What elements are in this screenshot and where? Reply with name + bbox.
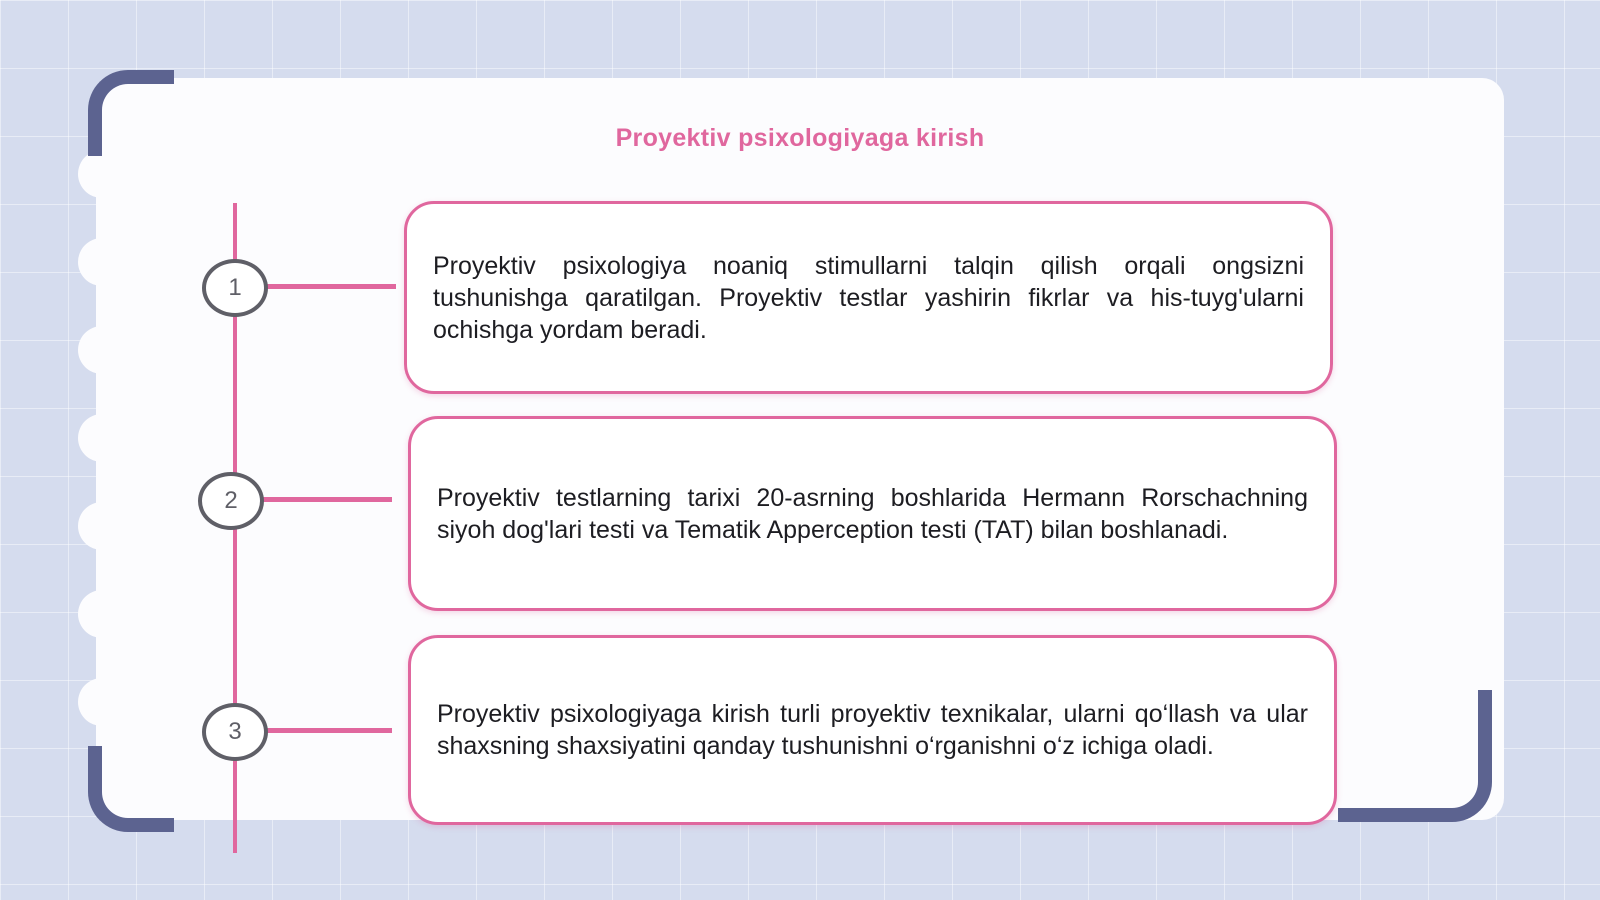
sheet-edge-scallop bbox=[78, 414, 126, 462]
sheet-edge-scallop bbox=[78, 238, 126, 286]
sheet-edge-scallop bbox=[78, 502, 126, 550]
timeline-node-number: 2 bbox=[224, 487, 238, 514]
timeline-card-2 bbox=[408, 416, 1337, 611]
frame-corner-bottom-left bbox=[88, 746, 174, 832]
timeline-node-3 bbox=[202, 703, 268, 761]
timeline-connector bbox=[266, 284, 396, 289]
timeline-card-1 bbox=[404, 201, 1333, 394]
sheet-edge-scallop bbox=[78, 150, 126, 198]
timeline-card-text: Proyektiv psixologiya noaniq stimullarni talqin qilish orqali ongsizni tushunishga qaratilgan. Proyektiv testlar yashirin fikrlar va his-tuyg'ularni ochishga yordam beradi. bbox=[433, 251, 1304, 344]
timeline-card-3 bbox=[408, 635, 1337, 825]
timeline-connector bbox=[262, 497, 392, 502]
timeline-node-number: 1 bbox=[228, 274, 242, 301]
sheet-edge-scallop bbox=[78, 590, 126, 638]
frame-corner-bottom-right bbox=[1338, 690, 1492, 822]
timeline-node-2 bbox=[198, 472, 264, 530]
slide-title: Proyektiv psixologiyaga kirish bbox=[615, 124, 985, 152]
timeline-node-number: 3 bbox=[228, 718, 242, 745]
sheet-edge-scallop bbox=[78, 678, 126, 726]
timeline-connector bbox=[266, 728, 392, 733]
timeline-node-1 bbox=[202, 259, 268, 317]
sheet-edge-scallop bbox=[78, 326, 126, 374]
timeline-card-text: Proyektiv psixologiyaga kirish turli proyektiv texnikalar, ularni qo‘llash va ular shaxsning shaxsiyatini qanday tushunishni o‘rganishni o‘z ichiga oladi. bbox=[437, 700, 1308, 760]
timeline-card-text: Proyektiv testlarning tarixi 20-asrning boshlarida Hermann Rorschachning siyoh dog'lari testi va Tematik Apperception testi (TAT) bilan boshlanadi. bbox=[437, 483, 1308, 544]
